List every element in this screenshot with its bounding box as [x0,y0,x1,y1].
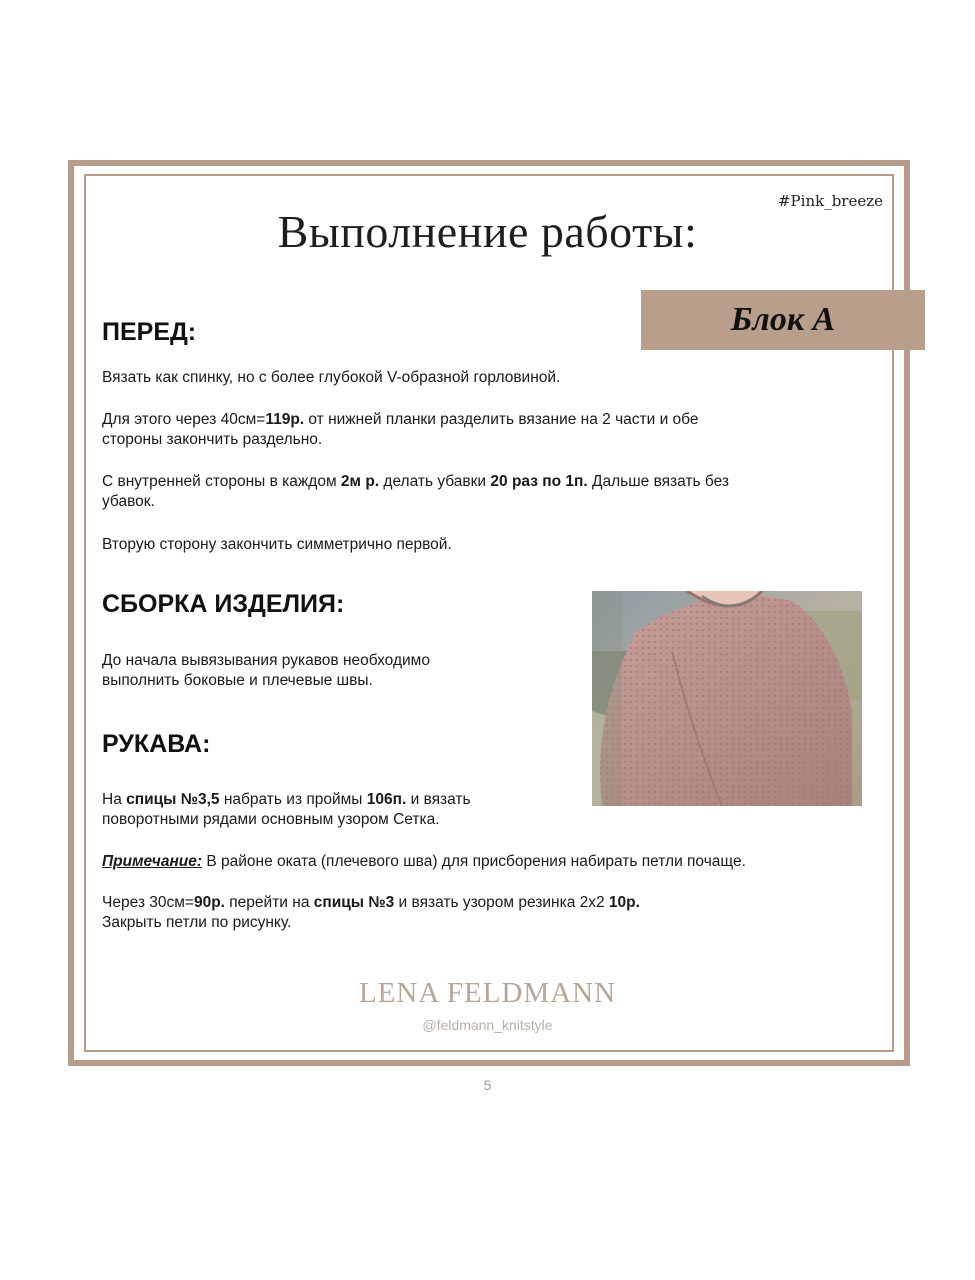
sleeves-heading: РУКАВА: [102,730,211,758]
sweater-photo [592,591,862,806]
page-number: 5 [483,1077,492,1093]
assembly-heading: СБОРКА ИЗДЕЛИЯ: [102,590,345,618]
block-badge-label: Блок А [730,301,836,338]
hashtag: #Pink_breeze [777,192,883,210]
sleeves-note: Примечание: В районе оката (плечевого шва) для присборения набирать петли почаще. [102,853,746,870]
brand-name: LENA FELDMANN [358,977,617,1009]
front-paragraph-4: Вторую сторону закончить симметрично первой. [102,536,452,553]
social-handle: @feldmann_knitstyle [422,1017,553,1033]
block-badge [641,290,925,350]
page-title: Выполнение работы: [277,206,698,257]
front-heading: ПЕРЕД: [102,318,197,346]
front-paragraph-3: С внутренней стороны в каждом 2м р. делать убавки 20 раз по 1п. Дальше вязать без убавок. [102,473,729,510]
assembly-paragraph: До начала вывязывания рукавов необходимо выполнить боковые и плечевые швы. [102,652,430,689]
sleeves-paragraph-2: Через 30см=90р. перейти на спицы №3 и вязать узором резинка 2х2 10р. Закрыть петли по рисунку. [102,894,640,931]
front-paragraph-1: Вязать как спинку, но с более глубокой V-образной горловиной. [102,369,561,386]
front-paragraph-2: Для этого через 40см=119р. от нижней планки разделить вязание на 2 части и обе стороны закончить раздельно. [102,411,699,448]
sleeves-paragraph-1: На спицы №3,5 набрать из проймы 106п. и вязать поворотными рядами основным узором Сетка. [102,791,471,828]
note-label: Примечание: [102,853,203,870]
